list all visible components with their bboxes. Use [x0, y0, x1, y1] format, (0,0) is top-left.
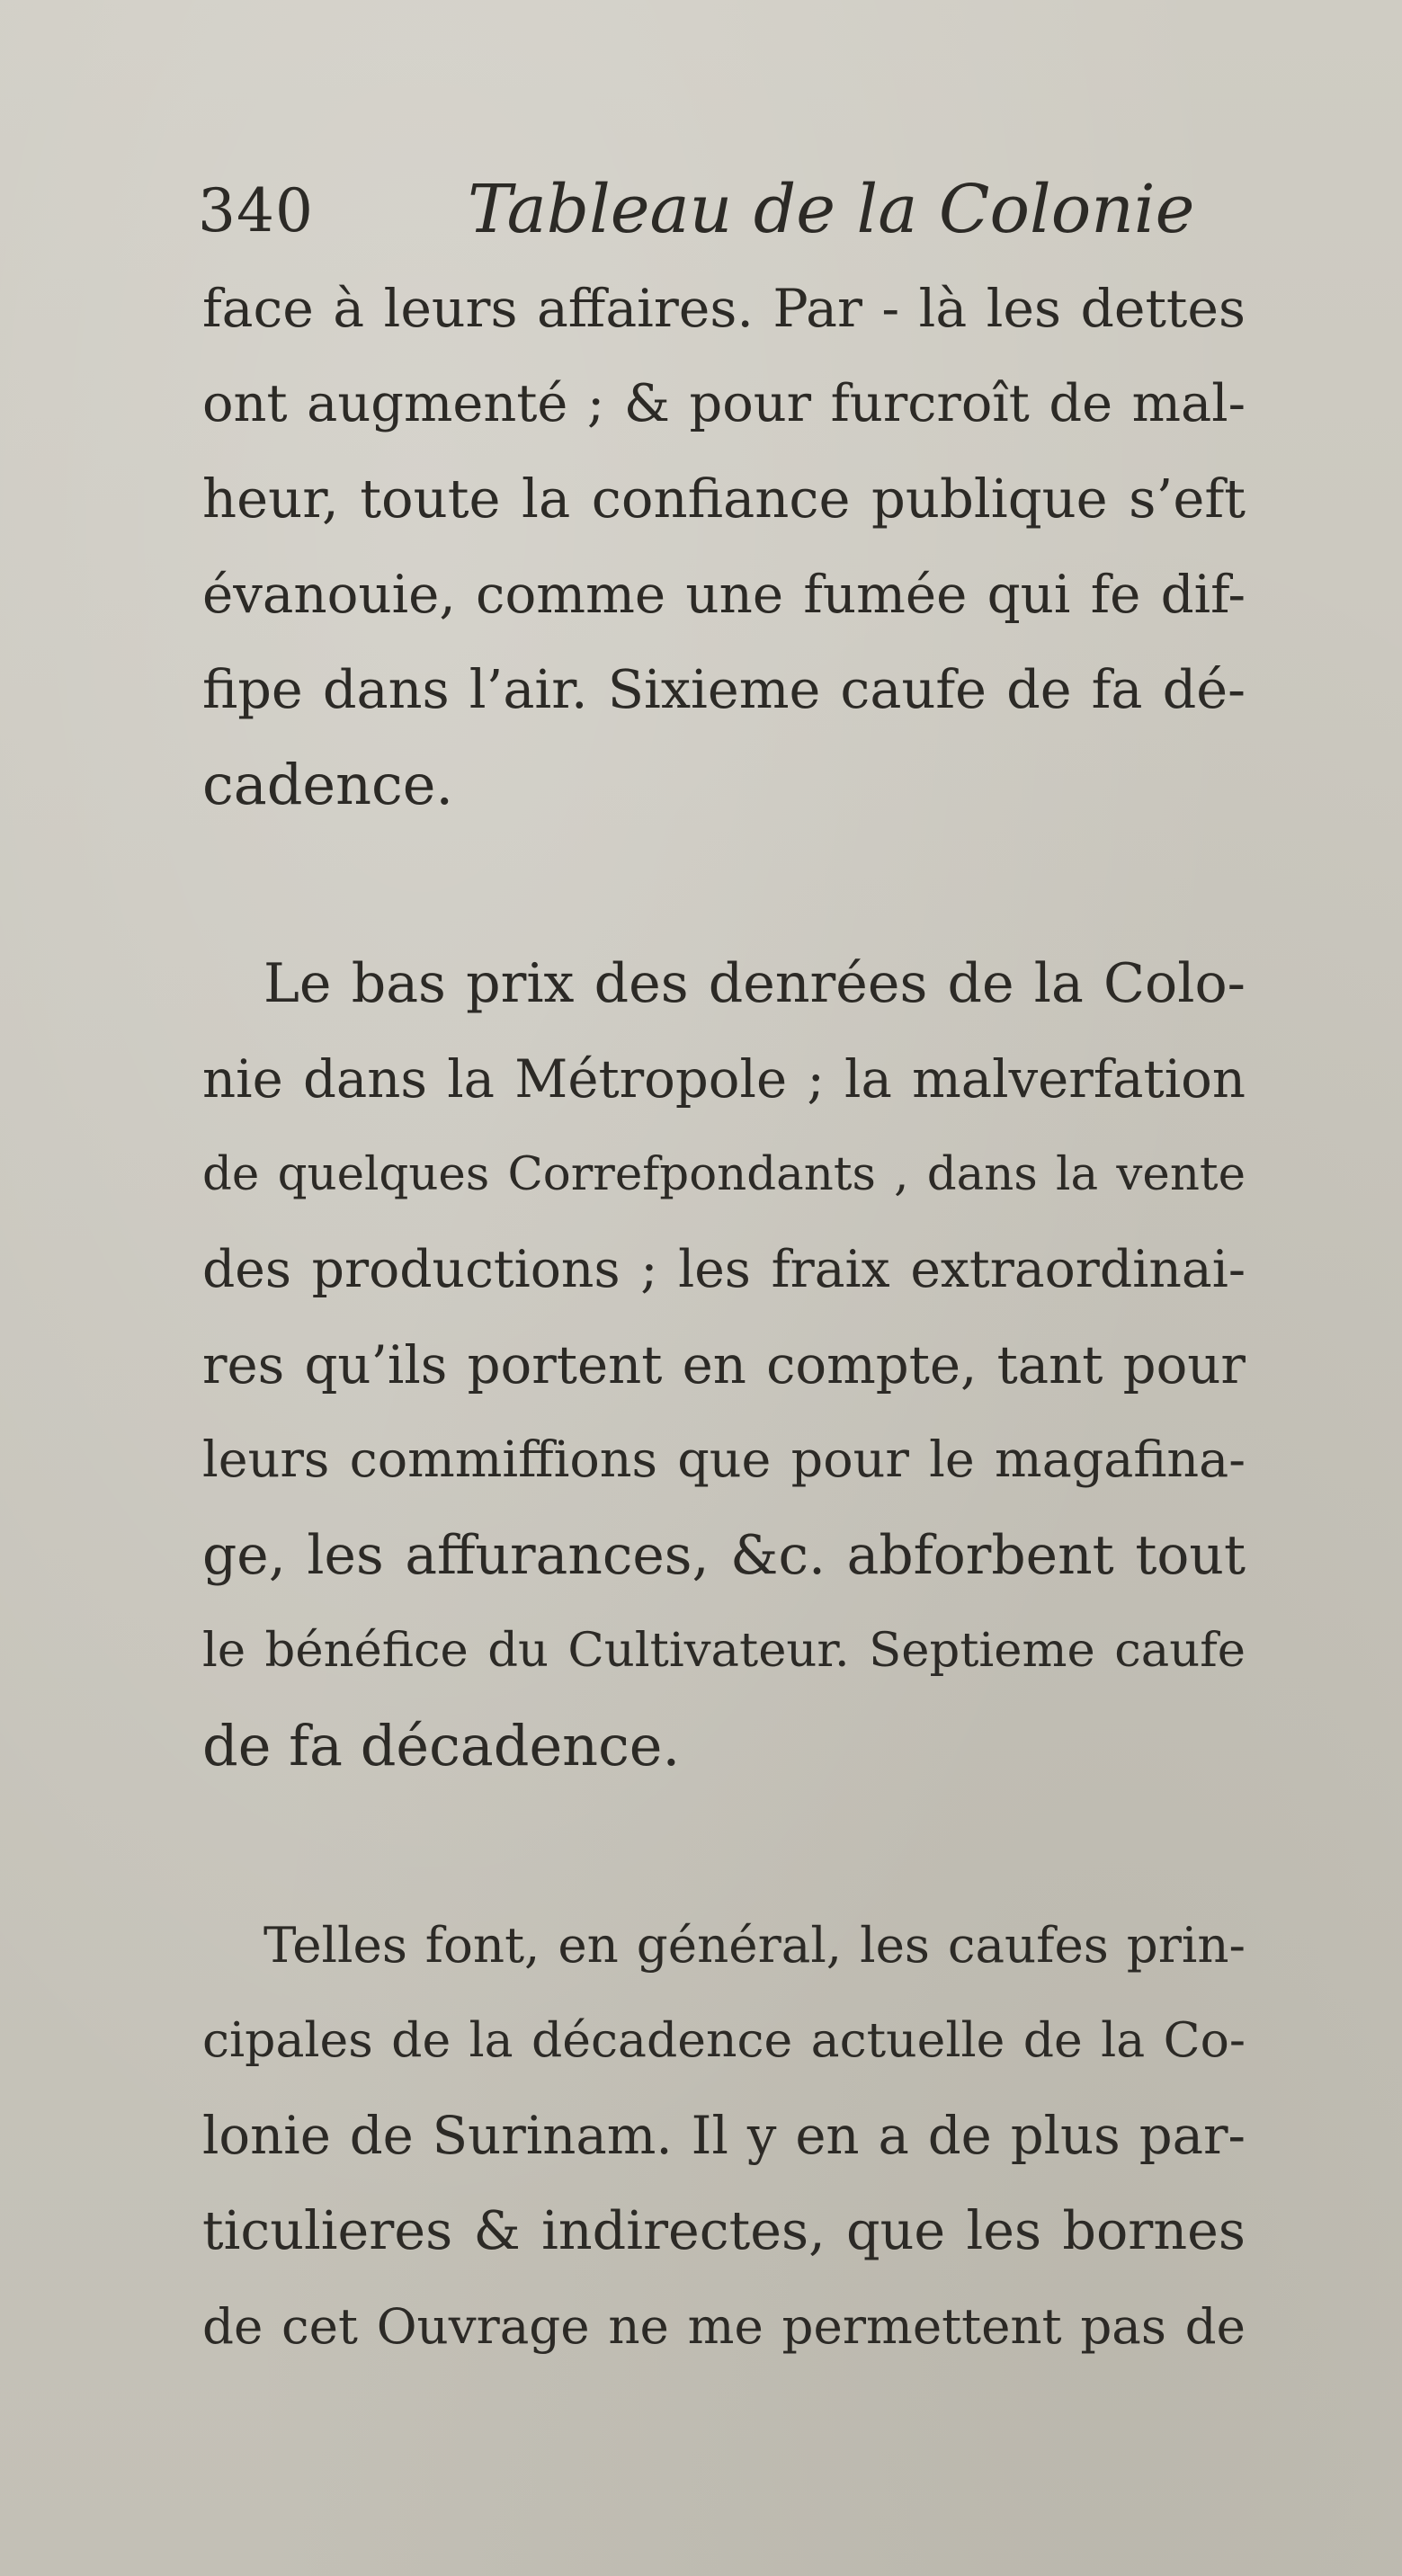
text-line: de cet Ouvrage ne me permettent pas de [202, 2297, 1246, 2355]
paragraph-spacer [202, 1794, 1246, 1897]
paragraph-1 [202, 261, 1246, 833]
text-line: de fa décadence. [202, 1713, 681, 1778]
text-line: le bénéfice du Cultivateur. Septieme caufe [202, 1623, 1246, 1678]
text-line: lonie de Surinam. Il y en a de plus par- [202, 2105, 1246, 2166]
paragraph-2 [202, 936, 1246, 1794]
page-header [198, 171, 1277, 252]
page-number: 340 [198, 176, 314, 245]
text-line: face à leurs affaires. Par - là les dettes [202, 278, 1246, 339]
text-line: res qu’ils portent en compte, tant pour [202, 1334, 1246, 1395]
text-line: des productions ; les fraix extraordinai- [202, 1240, 1246, 1299]
text-line: heur, toute la confiance publique s’eft [202, 468, 1246, 530]
body-text [202, 261, 1246, 2374]
text-line: ticulieres & indirectes, que les bornes [202, 2200, 1246, 2261]
text-line: Telles font, en général, les caufes prin- [263, 1916, 1246, 1974]
text-line: Le bas prix des denrées de la Colo- [263, 952, 1246, 1015]
text-line: cipales de la décadence actuelle de la Co- [202, 2011, 1246, 2068]
text-line: fipe dans l’air. Sixieme caufe de fa dé- [202, 658, 1246, 720]
text-line: évanouie, comme une fumée qui fe dif- [202, 564, 1246, 625]
text-line: cadence. [202, 752, 454, 817]
text-line: ge, les affurances, &c. abforbent tout [202, 1524, 1246, 1587]
text-line: leurs commiffions que pour le magafina- [202, 1431, 1246, 1489]
text-line: ont augmenté ; & pour furcroît de mal- [202, 373, 1246, 433]
text-line: nie dans la Métropole ; la malverfation [202, 1048, 1246, 1110]
paragraph-3 [202, 1897, 1246, 2374]
text-line: de quelques Correfpondants , dans la vente [202, 1147, 1246, 1201]
running-title: Tableau de la Colonie [468, 171, 1195, 248]
paragraph-spacer [202, 833, 1246, 936]
